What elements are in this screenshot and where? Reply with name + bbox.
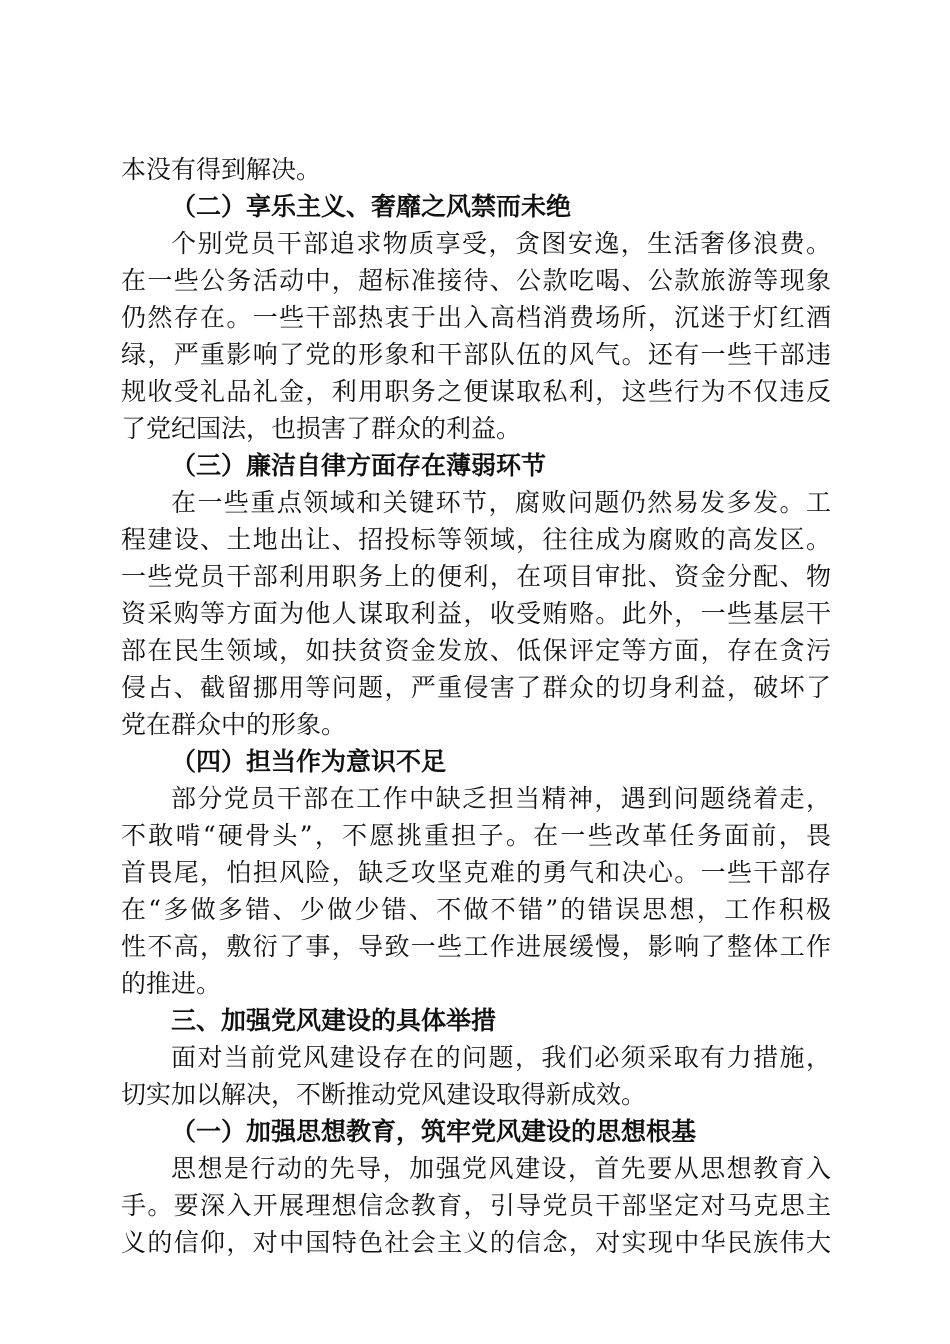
body-line: 的推进。 [121, 969, 222, 998]
body-line: 程建设、土地出让、招投标等领域，往往成为腐败的高发区。 [121, 525, 831, 554]
body-line: 切实加以解决，不断推动党风建设取得新成效。 [121, 1080, 647, 1109]
body-line: 手。要深入开展理想信念教育，引导党员干部坚定对马克思主 [121, 1191, 831, 1220]
body-line: 一些党员干部利用职务上的便利，在项目审批、资金分配、物 [121, 562, 831, 591]
body-line: 不敢啃“硬骨头”，不愿挑重担子。在一些改革任务面前，畏 [121, 821, 831, 850]
body-line: 绿，严重影响了党的形象和干部队伍的风气。还有一些干部违 [121, 340, 831, 369]
body-line: 在一些重点领域和关键环节，腐败问题仍然易发多发。工 [171, 488, 831, 517]
body-line: 思想是行动的先导，加强党风建设，首先要从思想教育入 [171, 1154, 831, 1183]
section-heading: 三、加强党风建设的具体举措 [171, 1006, 497, 1035]
body-line: 在一些公务活动中，超标准接待、公款吃喝、公款旅游等现象 [121, 266, 831, 295]
body-line: 资采购等方面为他人谋取利益，收受贿赂。此外，一些基层干 [121, 599, 831, 628]
body-line: 本没有得到解决。 [121, 155, 322, 184]
body-line: 规收受礼品礼金，利用职务之便谋取私利，这些行为不仅违反 [121, 377, 831, 406]
body-line: 首畏尾，怕担风险，缺乏攻坚克难的勇气和决心。一些干部存 [121, 858, 831, 887]
body-line: 仍然存在。一些干部热衷于出入高档消费场所，沉迷于灯红酒 [121, 303, 831, 332]
subsection-heading: （四）担当作为意识不足 [171, 747, 447, 776]
body-line: 个别党员干部追求物质享受，贪图安逸，生活奢侈浪费。 [171, 229, 831, 258]
body-line: 了党纪国法，也损害了群众的利益。 [121, 414, 522, 443]
body-line: 义的信仰，对中国特色社会主义的信念，对实现中华民族伟大 [121, 1228, 831, 1257]
subsection-heading: （三）廉洁自律方面存在薄弱环节 [171, 451, 547, 480]
subsection-heading: （二）享乐主义、奢靡之风禁而未绝 [171, 192, 572, 221]
body-line: 部分党员干部在工作中缺乏担当精神，遇到问题绕着走， [171, 784, 831, 813]
body-line: 部在民生领域，如扶贫资金发放、低保评定等方面，存在贪污 [121, 636, 831, 665]
subsection-heading: （一）加强思想教育，筑牢党风建设的思想根基 [171, 1117, 697, 1146]
body-line: 党在群众中的形象。 [121, 710, 347, 739]
body-line: 性不高，敷衍了事，导致一些工作进展缓慢，影响了整体工作 [121, 932, 831, 961]
body-line: 侵占、截留挪用等问题，严重侵害了群众的切身利益，破坏了 [121, 673, 831, 702]
body-line: 面对当前党风建设存在的问题，我们必须采取有力措施， [171, 1043, 831, 1072]
body-line: 在“多做多错、少做少错、不做不错”的错误思想，工作积极 [121, 895, 831, 924]
